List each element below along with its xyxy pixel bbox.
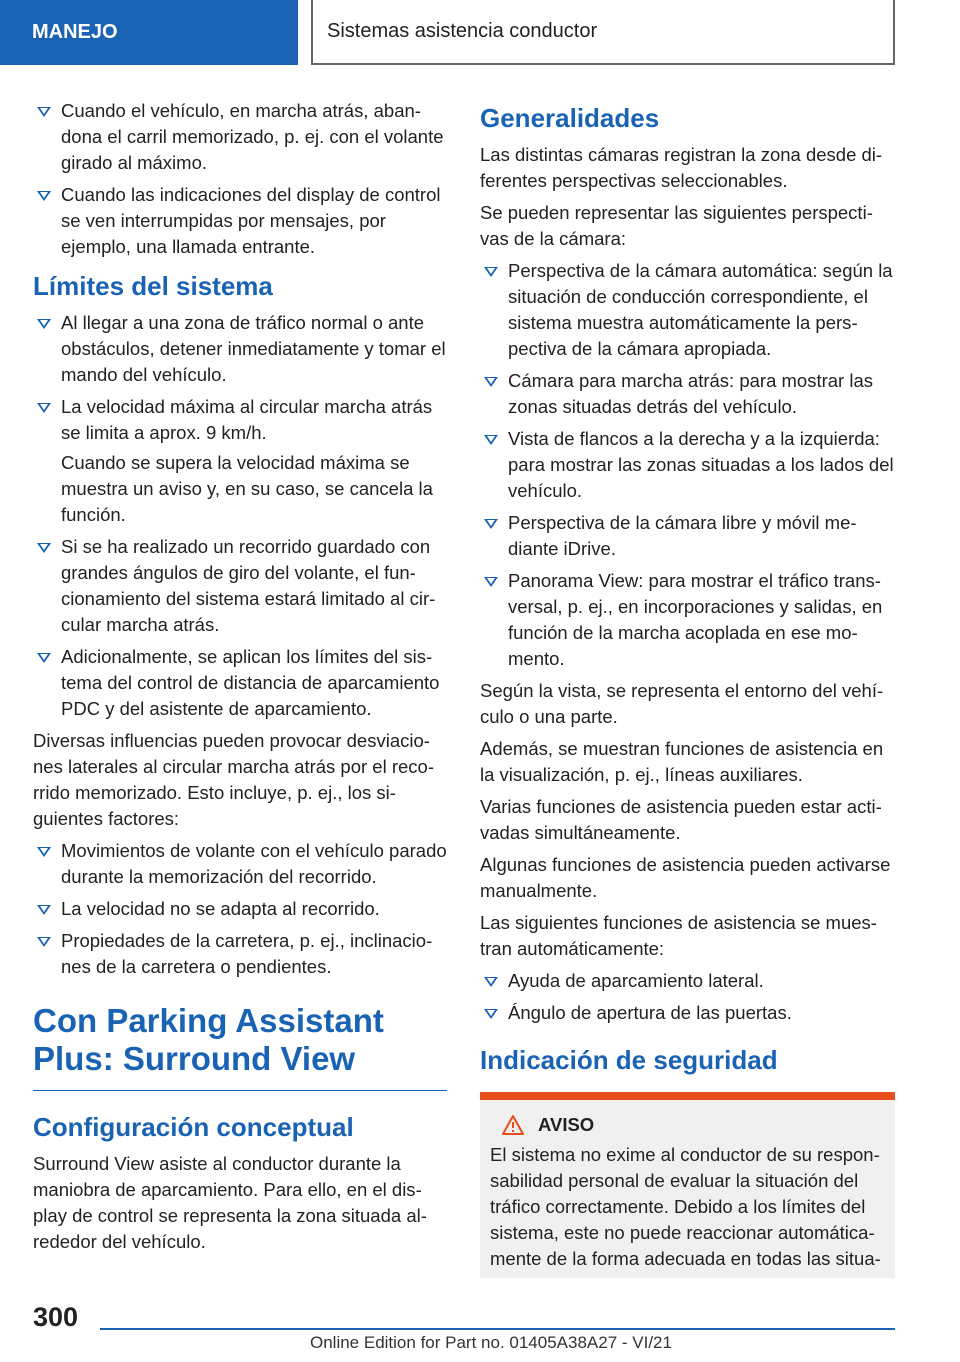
triangle-bullet-icon	[484, 377, 498, 387]
list-item	[480, 1000, 895, 1026]
warning-triangle-icon	[502, 1115, 524, 1135]
footer-divider	[100, 1328, 895, 1330]
warning-title: AVISO	[538, 1114, 595, 1135]
list-item-text: Ángulo de apertura de las puertas.	[508, 1002, 792, 1023]
intro-list	[33, 98, 447, 260]
list-item-subtext: Cuando se supera la velocidad máxima se muestra un aviso y, en su caso, se cancela la función.	[61, 452, 433, 525]
list-item-text: Panorama View: para mostrar el tráfico transversal, p. ej., en incorporaciones y salidas, en función de la marcha acoplada en ese momento.	[508, 570, 883, 669]
list-item-text: Vista de flancos a la derecha y a la izquierda: para mostrar las zonas situadas a los lados del vehículo.	[508, 428, 894, 501]
triangle-bullet-icon	[37, 191, 51, 201]
list-item	[33, 838, 447, 890]
triangle-bullet-icon	[37, 543, 51, 553]
list-item	[480, 568, 895, 672]
triangle-bullet-icon	[484, 577, 498, 587]
list-item	[33, 644, 447, 722]
footer-edition-text: Online Edition for Part no. 01405A38A27 - VI/21	[310, 1333, 672, 1352]
list-item-text: Cámara para marcha atrás: para mostrar las zonas situadas detrás del vehículo.	[508, 370, 873, 417]
header-chapter-label: Sistemas asistencia conductor	[327, 20, 598, 42]
limits-heading: Límites del sistema	[33, 271, 273, 301]
list-item-text: Si se ha realizado un recorrido guardado con grandes ángulos de giro del volante, el funcionamiento del sistema estará limitado al circular marcha atrás.	[61, 536, 436, 635]
list-item-text: Cuando las indicaciones del display de control se ven interrumpidas por mensajes, por ejemplo, una llamada entrante.	[61, 184, 441, 257]
list-item-text: Al llegar a una zona de tráfico normal o ante obstáculos, detener inmediatamente y tomar el mando del vehículo.	[61, 312, 446, 385]
paragraph: Varias funciones de asistencia pueden estar activadas simultáneamente.	[480, 796, 882, 843]
triangle-bullet-icon	[37, 937, 51, 947]
triangle-bullet-icon	[484, 435, 498, 445]
list-item	[480, 258, 895, 362]
triangle-bullet-icon	[37, 107, 51, 117]
list-item	[480, 510, 895, 562]
paragraph: Algunas funciones de asistencia pueden activarse manualmente.	[480, 854, 891, 901]
triangle-bullet-icon	[484, 519, 498, 529]
influences-paragraph: Diversas influencias pueden provocar desviaciones laterales al circular marcha atrás por el recorrido memorizado. Esto incluye, p. ej., los siguientes factores:	[33, 730, 435, 829]
list-item-text: La velocidad no se adapta al recorrido.	[61, 898, 380, 919]
safety-heading: Indicación de seguridad	[480, 1045, 778, 1075]
influences-list	[33, 838, 447, 980]
triangle-bullet-icon	[37, 653, 51, 663]
right-column	[480, 98, 895, 1278]
header-chapter-tab	[311, 0, 895, 65]
list-item-text: Perspectiva de la cámara libre y móvil mediante iDrive.	[508, 512, 857, 559]
list-item-text: La velocidad máxima al circular marcha atrás se limita a aprox. 9 km/h.	[61, 396, 433, 443]
list-item-text: Adicionalmente, se aplican los límites del sistema del control de distancia de aparcamiento PDC y del asistente de aparcamiento.	[61, 646, 440, 719]
warning-text: El sistema no exime al conductor de su responsabilidad personal de evaluar la situación del tráfico correctamente. Debido a los límites del sistema, este no puede reaccionar automáticamente de la forma adecuada en todas las situa-	[490, 1144, 881, 1269]
list-item	[480, 426, 895, 504]
triangle-bullet-icon	[484, 267, 498, 277]
main-section-heading: Con Parking Assistant Plus: Surround View	[33, 1002, 447, 1091]
list-item	[33, 310, 447, 388]
triangle-bullet-icon	[484, 977, 498, 987]
list-item-text: Propiedades de la carretera, p. ej., inclinaciones de la carretera o pendientes.	[61, 930, 433, 977]
limits-list	[33, 310, 447, 722]
perspectives-list	[480, 258, 895, 672]
list-item	[33, 928, 447, 980]
general-paragraph-1: Las distintas cámaras registran la zona desde diferentes perspectivas seleccionables.	[480, 144, 883, 191]
list-item-text: Cuando el vehículo, en marcha atrás, abandona el carril memorizado, p. ej. con el volante girado al máximo.	[61, 100, 444, 173]
list-item	[33, 394, 447, 528]
triangle-bullet-icon	[37, 319, 51, 329]
page-number: 300	[33, 1302, 79, 1332]
list-item	[33, 896, 447, 922]
list-item-text: Ayuda de aparcamiento lateral.	[508, 970, 764, 991]
paragraph: Las siguientes funciones de asistencia se muestran automáticamente:	[480, 912, 877, 959]
triangle-bullet-icon	[37, 905, 51, 915]
concept-paragraph: Surround View asiste al conductor durante la maniobra de aparcamiento. Para ello, en el display de control se representa la zona situada alrededor del vehículo.	[33, 1153, 427, 1252]
list-item-text: Movimientos de volante con el vehículo parado durante la memorización del recorrido.	[61, 840, 447, 887]
paragraph: Según la vista, se representa el entorno del vehículo o una parte.	[480, 680, 884, 727]
warning-box	[480, 1092, 895, 1278]
list-item-text: Perspectiva de la cámara automática: según la situación de conducción correspondiente, el sistema muestra automáticamente la perspectiva de la cámara apropiada.	[508, 260, 893, 359]
auto-functions-list	[480, 968, 895, 1026]
general-paragraph-2: Se pueden representar las siguientes perspectivas de la cámara:	[480, 202, 873, 249]
list-item	[480, 368, 895, 420]
warning-title-row	[502, 1114, 885, 1136]
triangle-bullet-icon	[484, 1009, 498, 1019]
header-section-label: MANEJO	[32, 21, 118, 43]
list-item	[33, 534, 447, 638]
paragraph: Además, se muestran funciones de asistencia en la visualización, p. ej., líneas auxiliares.	[480, 738, 884, 785]
list-item	[480, 968, 895, 994]
triangle-bullet-icon	[37, 403, 51, 413]
triangle-bullet-icon	[37, 847, 51, 857]
left-column	[33, 98, 447, 1261]
concept-heading: Configuración conceptual	[33, 1112, 354, 1142]
general-heading: Generalidades	[480, 103, 660, 133]
header-section-tab	[0, 0, 298, 65]
list-item	[33, 182, 447, 260]
list-item	[33, 98, 447, 176]
